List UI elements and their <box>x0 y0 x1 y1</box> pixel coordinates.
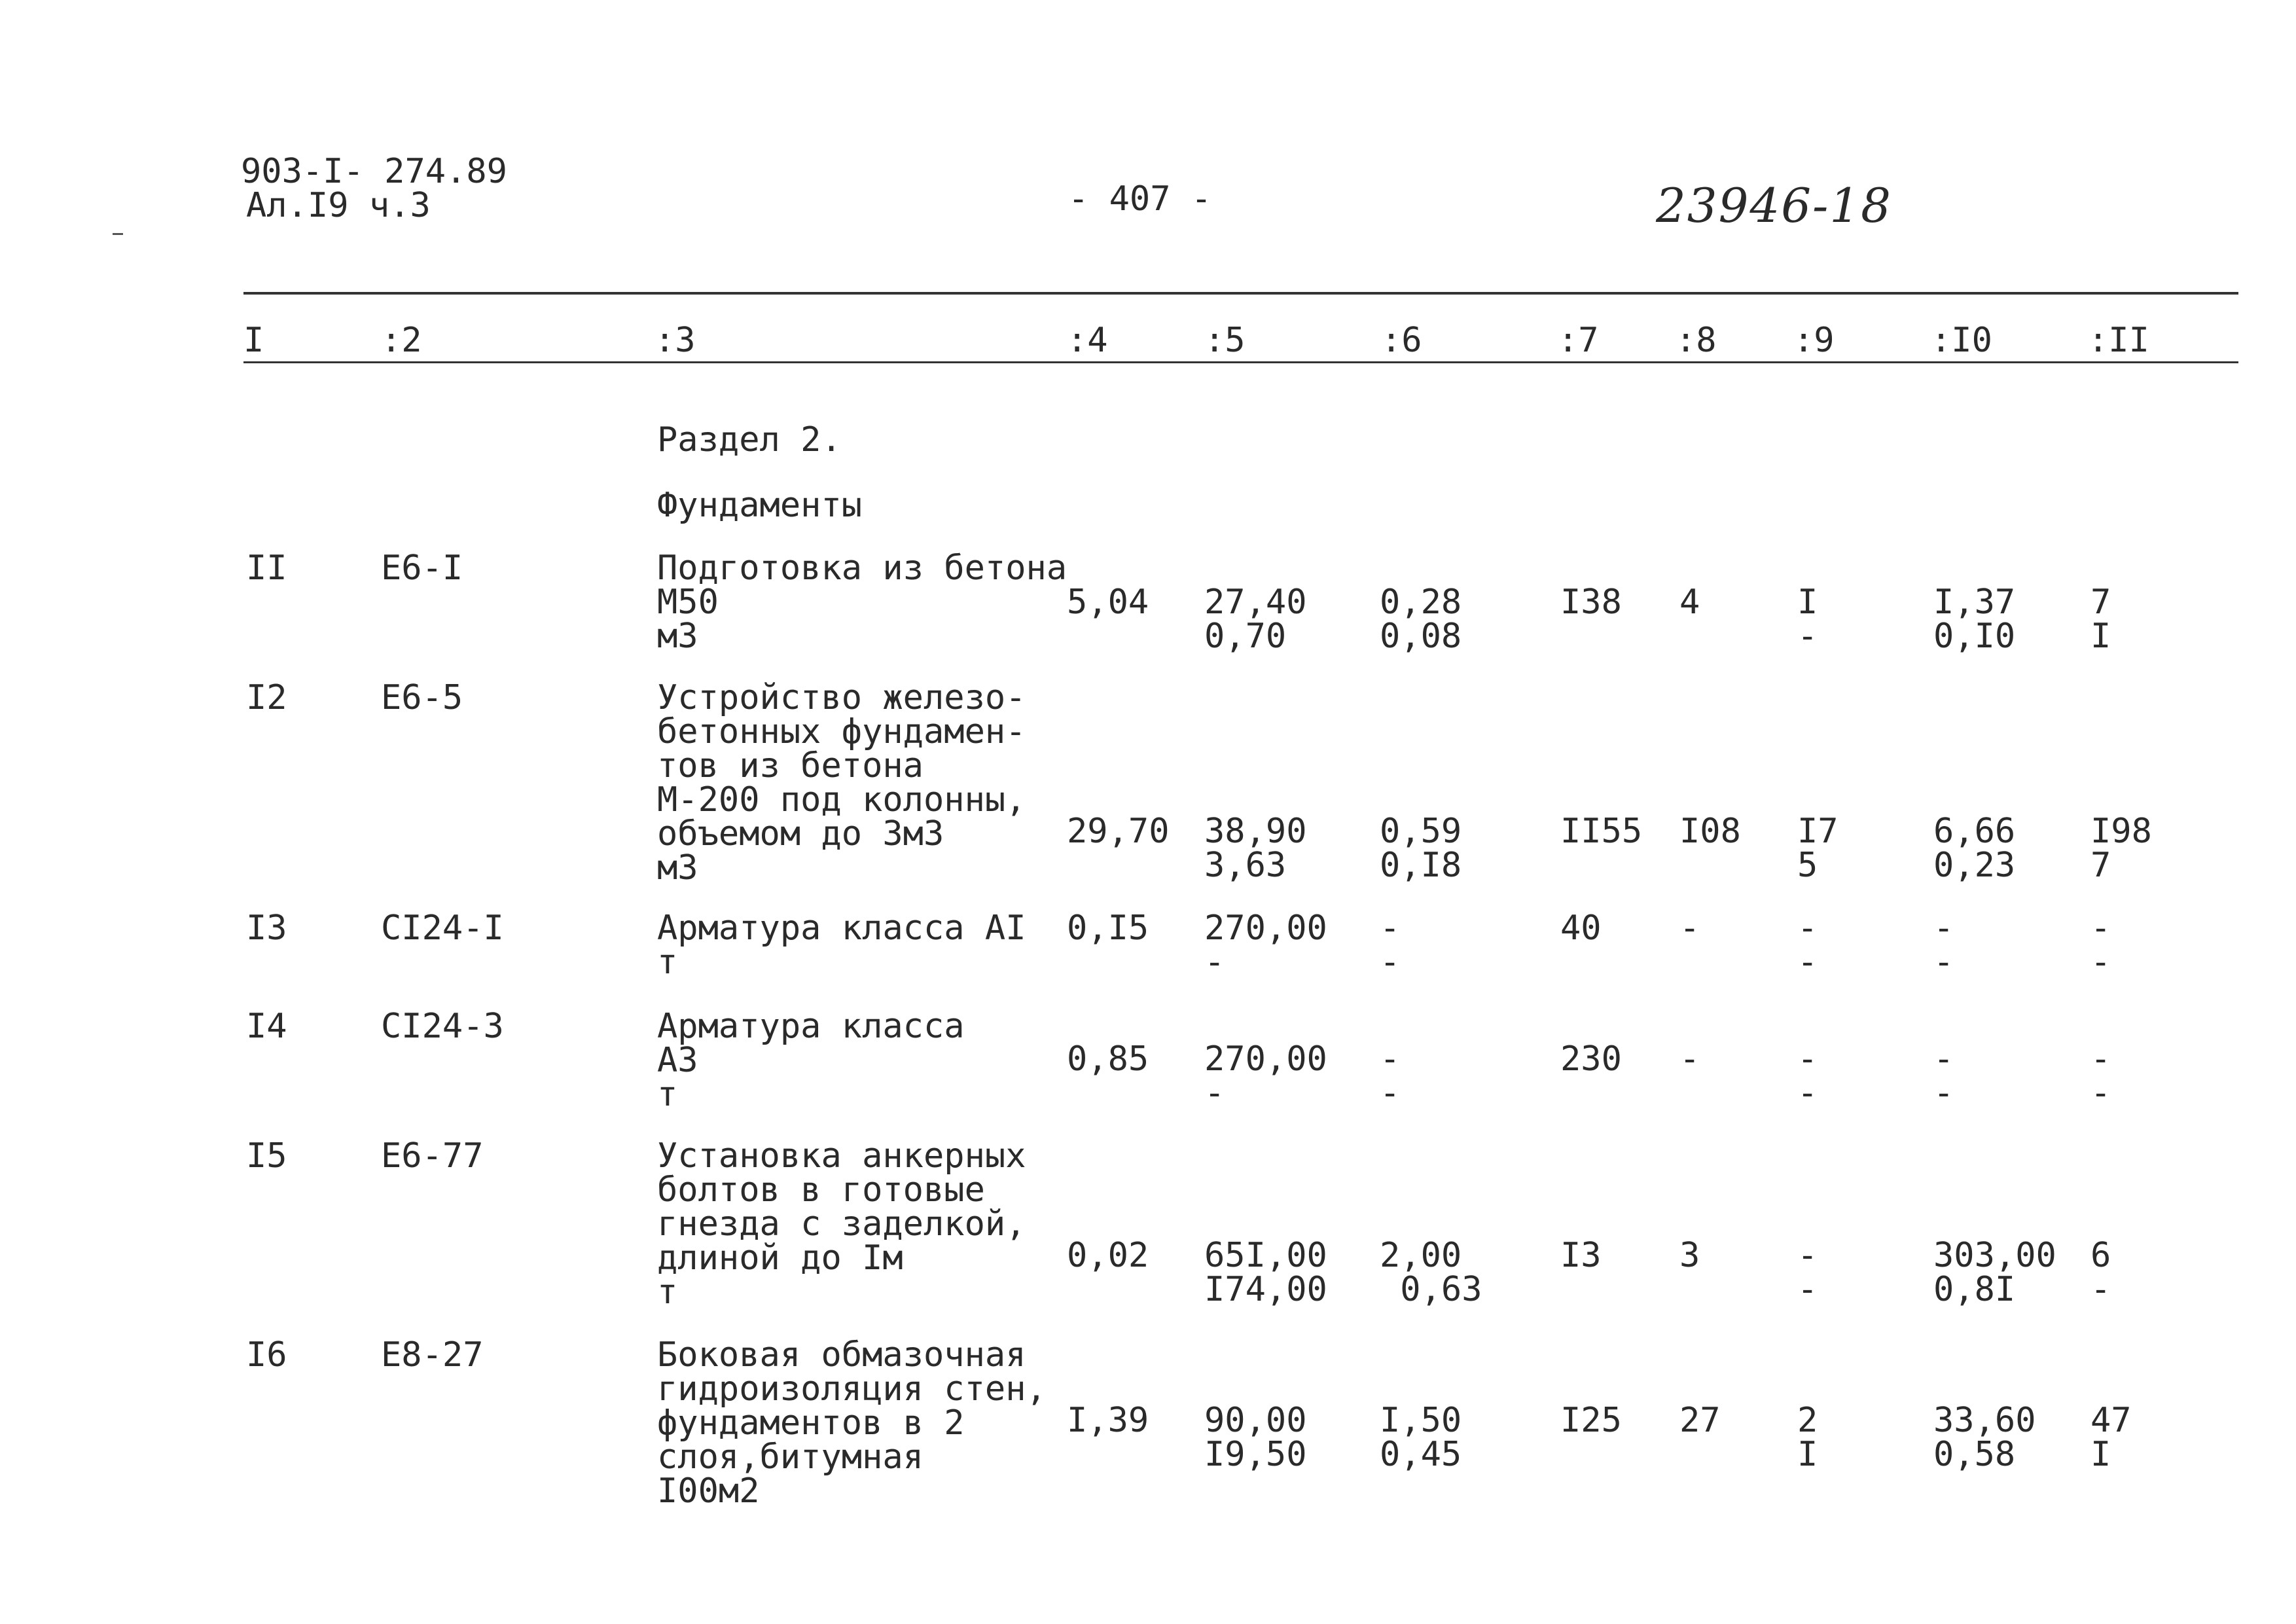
cell-col4: 5,04 <box>1067 583 1149 622</box>
document-code-line1: 903-I- 274.89 <box>241 152 507 191</box>
cell-col9: - - <box>1797 1236 1818 1309</box>
cell-col5: 27,40 0,70 <box>1204 583 1307 656</box>
row-code: Е6-5 <box>381 678 463 717</box>
column-header-4: :4 <box>1067 321 1108 360</box>
section-subtitle: Фундаменты <box>657 486 863 525</box>
page-number: - 407 - <box>1068 179 1212 219</box>
row-number: I4 <box>246 1007 287 1046</box>
cell-col11: 7 I <box>2090 583 2111 656</box>
cell-col6: - - <box>1380 1039 1401 1113</box>
cell-col6: I,50 0,45 <box>1380 1401 1462 1474</box>
column-header-11: :II <box>2088 321 2149 360</box>
column-header-1: I <box>243 321 264 360</box>
handwritten-number: 23946-18 <box>1656 178 1892 233</box>
cell-col9: - - <box>1797 909 1818 982</box>
row-number: I3 <box>246 909 287 948</box>
cell-col4: 29,70 <box>1067 812 1170 851</box>
cell-col11: 6 - <box>2090 1236 2111 1309</box>
column-header-9: :9 <box>1793 321 1835 360</box>
row-code: СI24-3 <box>381 1007 504 1046</box>
cell-col10: - - <box>1933 909 1954 982</box>
cell-col8: 27 <box>1679 1401 1721 1440</box>
cell-col4: I,39 <box>1067 1401 1149 1440</box>
row-description: Арматура класса АI т <box>657 909 1026 982</box>
cell-col10: 6,66 0,23 <box>1933 812 2016 885</box>
cell-col5: 270,00 - <box>1204 909 1327 982</box>
row-number: I6 <box>246 1335 287 1375</box>
cell-col7: II55 <box>1560 812 1643 851</box>
row-description: Установка анкерных болтов в готовые гнезда с заделкой, длиной до Iм т <box>657 1136 1026 1312</box>
cell-col11: I98 7 <box>2090 812 2152 885</box>
row-code: Е6-I <box>381 549 463 588</box>
cell-col7: 230 <box>1560 1039 1622 1079</box>
cell-col9: 2 I <box>1797 1401 1818 1474</box>
cell-col4: 0,02 <box>1067 1236 1149 1275</box>
section-title: Раздел 2. <box>657 420 842 460</box>
cell-col11: - - <box>2090 1039 2111 1113</box>
cell-col8: I08 <box>1679 812 1741 851</box>
cell-col6: - - <box>1380 909 1401 982</box>
column-header-3: :3 <box>655 321 696 360</box>
cell-col9: I7 5 <box>1797 812 1839 885</box>
cell-col6: 0,28 0,08 <box>1380 583 1462 656</box>
cell-col10: - - <box>1933 1039 1954 1113</box>
row-code: Е6-77 <box>381 1136 484 1176</box>
cell-col4: 0,85 <box>1067 1039 1149 1079</box>
column-header-2: :2 <box>381 321 422 360</box>
row-description: Арматура класса А3 т <box>657 1007 965 1114</box>
cell-col8: 4 <box>1679 583 1700 622</box>
cell-col7: I3 <box>1560 1236 1602 1275</box>
column-header-6: :6 <box>1381 321 1422 360</box>
row-description: Боковая обмазочная гидроизоляция стен, фундаментов в 2 слоя,битумная I00м2 <box>657 1335 1047 1511</box>
cell-col10: 33,60 0,58 <box>1933 1401 2036 1474</box>
cell-col5: 90,00 I9,50 <box>1204 1401 1307 1474</box>
cell-col8: - <box>1679 1039 1700 1079</box>
cell-col9: I - <box>1797 583 1818 656</box>
cell-col6: 0,59 0,I8 <box>1380 812 1462 885</box>
cell-col11: - - <box>2090 909 2111 982</box>
column-header-10: :I0 <box>1931 321 1992 360</box>
row-description: Устройство железо- бетонных фундамен- тов из бетона М-200 под колонны, объемом до 3м3 м3 <box>657 678 1026 888</box>
margin-mark <box>113 233 123 235</box>
column-header-7: :7 <box>1558 321 1599 360</box>
column-header-8: :8 <box>1676 321 1717 360</box>
row-number: II <box>246 549 287 588</box>
document-code-line2: Ал.I9 ч.3 <box>246 186 431 225</box>
cell-col8: - <box>1679 909 1700 948</box>
row-description: Подготовка из бетона М50 м3 <box>657 549 1067 656</box>
cell-col5: 38,90 3,63 <box>1204 812 1307 885</box>
table-top-rule <box>243 292 2238 295</box>
table-header-rule <box>243 361 2238 363</box>
cell-col7: I38 <box>1560 583 1622 622</box>
row-code: СI24-I <box>381 909 504 948</box>
cell-col10: I,37 0,I0 <box>1933 583 2016 656</box>
cell-col11: 47 I <box>2090 1401 2132 1474</box>
cell-col7: I25 <box>1560 1401 1622 1440</box>
cell-col5: 270,00 - <box>1204 1039 1327 1113</box>
column-header-5: :5 <box>1204 321 1246 360</box>
row-code: Е8-27 <box>381 1335 484 1375</box>
cell-col7: 40 <box>1560 909 1602 948</box>
cell-col10: 303,00 0,8I <box>1933 1236 2056 1309</box>
row-number: I5 <box>246 1136 287 1176</box>
row-number: I2 <box>246 678 287 717</box>
cell-col4: 0,I5 <box>1067 909 1149 948</box>
cell-col8: 3 <box>1679 1236 1700 1275</box>
cell-col9: - - <box>1797 1039 1818 1113</box>
cell-col6: 2,00 0,63 <box>1380 1236 1482 1309</box>
cell-col5: 65I,00 I74,00 <box>1204 1236 1327 1309</box>
